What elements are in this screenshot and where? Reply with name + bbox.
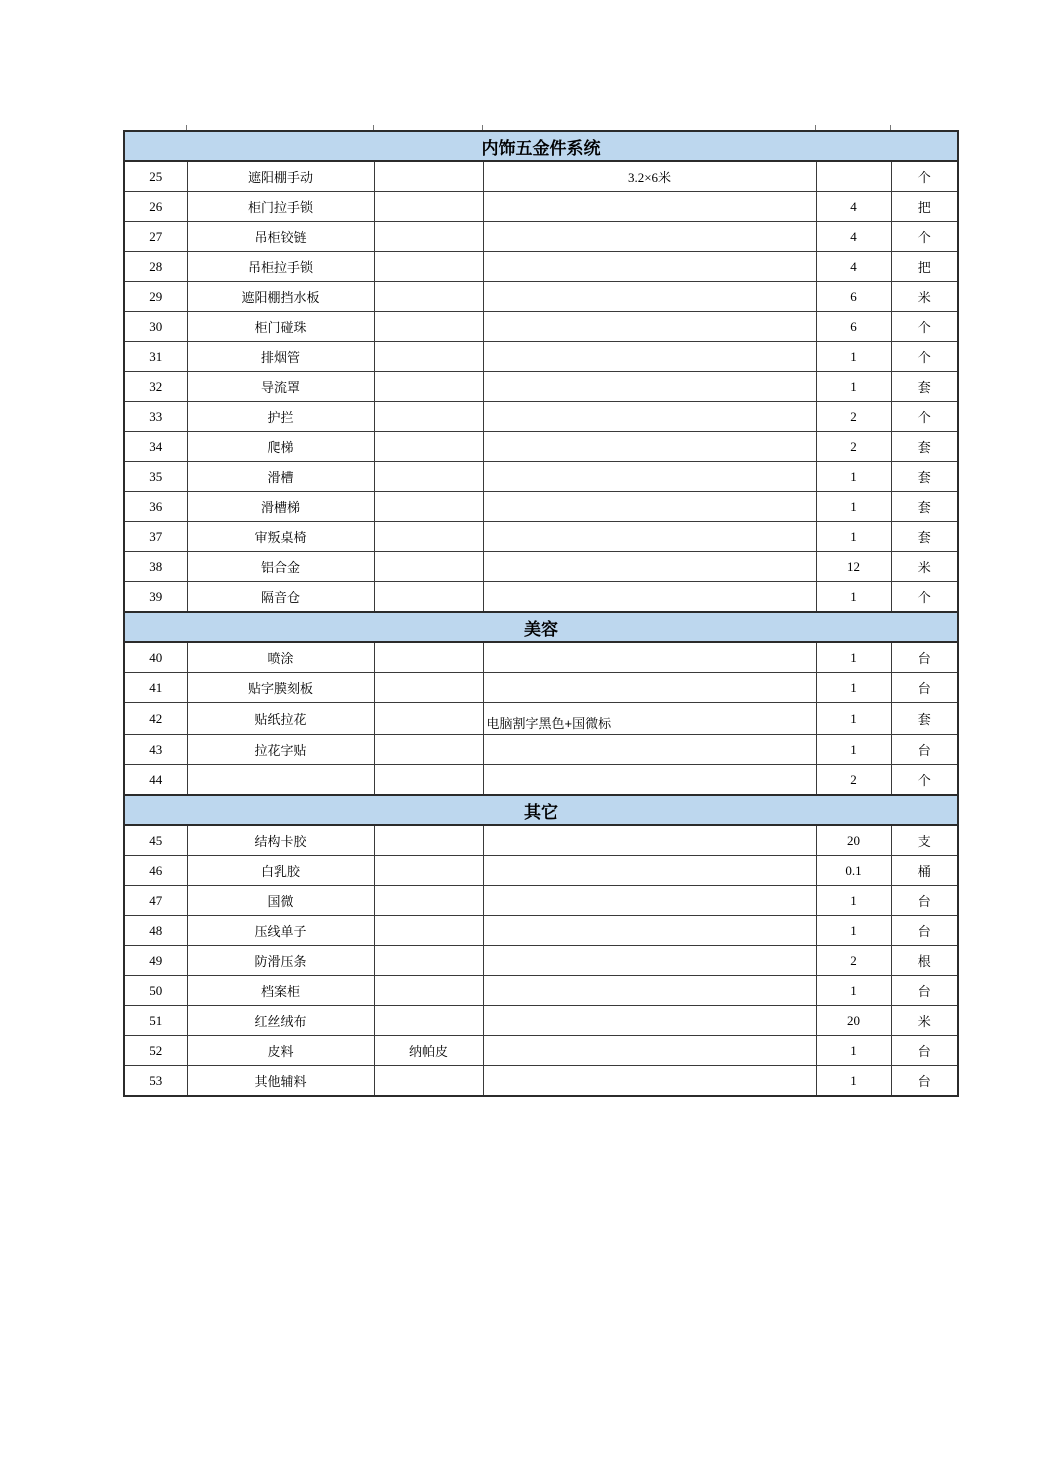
row-number-cell: 44 bbox=[124, 765, 187, 796]
section-header-row bbox=[124, 131, 958, 161]
table-row bbox=[124, 976, 958, 1006]
item-name-cell: 遮阳棚手动 bbox=[187, 161, 374, 192]
quantity-cell: 1 bbox=[816, 886, 891, 916]
note-cell bbox=[483, 462, 816, 492]
row-number-cell: 34 bbox=[124, 432, 187, 462]
section-header-row bbox=[124, 795, 958, 825]
row-number-cell: 30 bbox=[124, 312, 187, 342]
table-row bbox=[124, 1066, 958, 1097]
row-number-cell: 46 bbox=[124, 856, 187, 886]
table-row bbox=[124, 252, 958, 282]
row-number-cell: 45 bbox=[124, 825, 187, 856]
item-name-cell: 吊柜铰链 bbox=[187, 222, 374, 252]
unit-cell: 米 bbox=[891, 1006, 958, 1036]
row-number-cell: 51 bbox=[124, 1006, 187, 1036]
note-cell bbox=[483, 1006, 816, 1036]
item-name-cell: 柜门拉手锁 bbox=[187, 192, 374, 222]
table-row bbox=[124, 522, 958, 552]
unit-cell: 套 bbox=[891, 492, 958, 522]
row-number-cell: 50 bbox=[124, 976, 187, 1006]
table-row bbox=[124, 1006, 958, 1036]
table-row bbox=[124, 582, 958, 613]
unit-cell: 个 bbox=[891, 222, 958, 252]
unit-cell: 个 bbox=[891, 765, 958, 796]
spec-cell bbox=[374, 552, 483, 582]
quantity-cell: 1 bbox=[816, 462, 891, 492]
item-name-cell: 皮料 bbox=[187, 1036, 374, 1066]
table-row bbox=[124, 492, 958, 522]
note-cell bbox=[483, 976, 816, 1006]
quantity-cell: 1 bbox=[816, 916, 891, 946]
table-row bbox=[124, 642, 958, 673]
item-name-cell: 铝合金 bbox=[187, 552, 374, 582]
note-cell bbox=[483, 735, 816, 765]
table-row bbox=[124, 161, 958, 192]
note-cell bbox=[483, 916, 816, 946]
note-cell bbox=[483, 1066, 816, 1097]
unit-cell: 套 bbox=[891, 372, 958, 402]
note-cell bbox=[483, 222, 816, 252]
unit-cell: 台 bbox=[891, 1066, 958, 1097]
item-name-cell: 爬梯 bbox=[187, 432, 374, 462]
spec-cell bbox=[374, 462, 483, 492]
spec-cell bbox=[374, 673, 483, 703]
item-name-cell bbox=[187, 765, 374, 796]
quantity-cell: 1 bbox=[816, 492, 891, 522]
spec-cell bbox=[374, 1066, 483, 1097]
spec-cell bbox=[374, 252, 483, 282]
quantity-cell: 6 bbox=[816, 282, 891, 312]
item-name-cell: 贴字膜刻板 bbox=[187, 673, 374, 703]
spec-cell bbox=[374, 886, 483, 916]
section-header: 美容 bbox=[124, 612, 958, 642]
table-row bbox=[124, 886, 958, 916]
quantity-cell: 4 bbox=[816, 252, 891, 282]
unit-cell: 套 bbox=[891, 462, 958, 492]
item-name-cell: 结构卡胶 bbox=[187, 825, 374, 856]
spec-cell bbox=[374, 402, 483, 432]
quantity-cell: 6 bbox=[816, 312, 891, 342]
unit-cell: 套 bbox=[891, 703, 958, 735]
unit-cell: 个 bbox=[891, 161, 958, 192]
table-row bbox=[124, 462, 958, 492]
quantity-cell: 1 bbox=[816, 976, 891, 1006]
note-cell bbox=[483, 582, 816, 613]
row-number-cell: 27 bbox=[124, 222, 187, 252]
inventory-table bbox=[123, 130, 959, 1097]
item-name-cell: 其他辅料 bbox=[187, 1066, 374, 1097]
note-cell bbox=[483, 673, 816, 703]
unit-cell: 把 bbox=[891, 192, 958, 222]
note-cell bbox=[483, 642, 816, 673]
table-row bbox=[124, 222, 958, 252]
quantity-cell: 4 bbox=[816, 222, 891, 252]
row-number-cell: 25 bbox=[124, 161, 187, 192]
table-row bbox=[124, 916, 958, 946]
quantity-cell: 1 bbox=[816, 1036, 891, 1066]
note-cell: 电脑割字黑色+国微标 bbox=[483, 703, 816, 735]
table-row bbox=[124, 312, 958, 342]
note-cell bbox=[483, 282, 816, 312]
note-cell bbox=[483, 402, 816, 432]
table-row bbox=[124, 856, 958, 886]
row-number-cell: 41 bbox=[124, 673, 187, 703]
unit-cell: 套 bbox=[891, 432, 958, 462]
spec-cell bbox=[374, 582, 483, 613]
quantity-cell: 1 bbox=[816, 735, 891, 765]
table-row bbox=[124, 372, 958, 402]
quantity-cell: 1 bbox=[816, 703, 891, 735]
table-row bbox=[124, 735, 958, 765]
note-cell bbox=[483, 252, 816, 282]
quantity-cell: 2 bbox=[816, 765, 891, 796]
quantity-cell: 12 bbox=[816, 552, 891, 582]
item-name-cell: 护拦 bbox=[187, 402, 374, 432]
table-row bbox=[124, 402, 958, 432]
note-cell bbox=[483, 522, 816, 552]
table-row bbox=[124, 765, 958, 796]
quantity-cell: 2 bbox=[816, 432, 891, 462]
item-name-cell: 压线单子 bbox=[187, 916, 374, 946]
inventory-table-wrap bbox=[123, 130, 959, 1097]
spec-cell bbox=[374, 976, 483, 1006]
note-cell bbox=[483, 192, 816, 222]
cropped-row-border-tick bbox=[373, 125, 374, 130]
quantity-cell: 1 bbox=[816, 642, 891, 673]
note-cell bbox=[483, 492, 816, 522]
unit-cell: 台 bbox=[891, 1036, 958, 1066]
spec-cell bbox=[374, 372, 483, 402]
spec-cell bbox=[374, 192, 483, 222]
row-number-cell: 48 bbox=[124, 916, 187, 946]
unit-cell: 根 bbox=[891, 946, 958, 976]
unit-cell: 米 bbox=[891, 282, 958, 312]
item-name-cell: 隔音仓 bbox=[187, 582, 374, 613]
row-number-cell: 28 bbox=[124, 252, 187, 282]
unit-cell: 个 bbox=[891, 312, 958, 342]
spec-cell bbox=[374, 282, 483, 312]
spec-cell bbox=[374, 161, 483, 192]
spec-cell bbox=[374, 856, 483, 886]
table-row bbox=[124, 703, 958, 735]
quantity-cell: 1 bbox=[816, 1066, 891, 1097]
note-cell bbox=[483, 825, 816, 856]
spec-cell bbox=[374, 825, 483, 856]
table-row bbox=[124, 282, 958, 312]
quantity-cell bbox=[816, 161, 891, 192]
table-row bbox=[124, 342, 958, 372]
note-cell bbox=[483, 765, 816, 796]
note-cell bbox=[483, 946, 816, 976]
section-header: 其它 bbox=[124, 795, 958, 825]
row-number-cell: 33 bbox=[124, 402, 187, 432]
table-row bbox=[124, 432, 958, 462]
table-row bbox=[124, 673, 958, 703]
quantity-cell: 1 bbox=[816, 582, 891, 613]
spec-cell bbox=[374, 312, 483, 342]
item-name-cell: 吊柜拉手锁 bbox=[187, 252, 374, 282]
item-name-cell: 防滑压条 bbox=[187, 946, 374, 976]
table-row bbox=[124, 946, 958, 976]
spec-cell bbox=[374, 642, 483, 673]
row-number-cell: 39 bbox=[124, 582, 187, 613]
item-name-cell: 红丝绒布 bbox=[187, 1006, 374, 1036]
spec-cell bbox=[374, 492, 483, 522]
quantity-cell: 2 bbox=[816, 402, 891, 432]
spec-cell bbox=[374, 432, 483, 462]
quantity-cell: 1 bbox=[816, 673, 891, 703]
spec-cell bbox=[374, 522, 483, 552]
row-number-cell: 32 bbox=[124, 372, 187, 402]
section-header: 内饰五金件系统 bbox=[124, 131, 958, 161]
unit-cell: 把 bbox=[891, 252, 958, 282]
item-name-cell: 审叛桌椅 bbox=[187, 522, 374, 552]
unit-cell: 支 bbox=[891, 825, 958, 856]
item-name-cell: 喷涂 bbox=[187, 642, 374, 673]
spec-cell bbox=[374, 342, 483, 372]
item-name-cell: 滑槽梯 bbox=[187, 492, 374, 522]
row-number-cell: 47 bbox=[124, 886, 187, 916]
spec-cell bbox=[374, 222, 483, 252]
row-number-cell: 42 bbox=[124, 703, 187, 735]
quantity-cell: 1 bbox=[816, 522, 891, 552]
row-number-cell: 29 bbox=[124, 282, 187, 312]
spec-cell bbox=[374, 765, 483, 796]
unit-cell: 台 bbox=[891, 642, 958, 673]
note-cell bbox=[483, 432, 816, 462]
note-cell bbox=[483, 552, 816, 582]
note-cell bbox=[483, 1036, 816, 1066]
item-name-cell: 滑槽 bbox=[187, 462, 374, 492]
unit-cell: 个 bbox=[891, 342, 958, 372]
quantity-cell: 1 bbox=[816, 372, 891, 402]
item-name-cell: 白乳胶 bbox=[187, 856, 374, 886]
note-cell bbox=[483, 342, 816, 372]
cropped-row-border-tick bbox=[186, 125, 187, 130]
item-name-cell: 贴纸拉花 bbox=[187, 703, 374, 735]
row-number-cell: 43 bbox=[124, 735, 187, 765]
quantity-cell: 0.1 bbox=[816, 856, 891, 886]
item-name-cell: 国微 bbox=[187, 886, 374, 916]
spec-cell: 纳帕皮 bbox=[374, 1036, 483, 1066]
note-cell bbox=[483, 372, 816, 402]
quantity-cell: 1 bbox=[816, 342, 891, 372]
table-row bbox=[124, 192, 958, 222]
quantity-cell: 4 bbox=[816, 192, 891, 222]
item-name-cell: 导流罩 bbox=[187, 372, 374, 402]
unit-cell: 个 bbox=[891, 582, 958, 613]
row-number-cell: 38 bbox=[124, 552, 187, 582]
row-number-cell: 53 bbox=[124, 1066, 187, 1097]
cropped-row-border-tick bbox=[890, 125, 891, 130]
spec-cell bbox=[374, 703, 483, 735]
spec-cell bbox=[374, 946, 483, 976]
row-number-cell: 31 bbox=[124, 342, 187, 372]
row-number-cell: 35 bbox=[124, 462, 187, 492]
unit-cell: 桶 bbox=[891, 856, 958, 886]
row-number-cell: 36 bbox=[124, 492, 187, 522]
cropped-row-border-tick bbox=[815, 125, 816, 130]
item-name-cell: 拉花字贴 bbox=[187, 735, 374, 765]
spec-cell bbox=[374, 1006, 483, 1036]
row-number-cell: 49 bbox=[124, 946, 187, 976]
note-cell bbox=[483, 856, 816, 886]
unit-cell: 台 bbox=[891, 886, 958, 916]
unit-cell: 个 bbox=[891, 402, 958, 432]
note-cell bbox=[483, 886, 816, 916]
cropped-row-border-tick bbox=[482, 125, 483, 130]
note-cell: 3.2×6米 bbox=[483, 161, 816, 192]
table-row bbox=[124, 552, 958, 582]
note-cell bbox=[483, 312, 816, 342]
quantity-cell: 20 bbox=[816, 1006, 891, 1036]
item-name-cell: 档案柜 bbox=[187, 976, 374, 1006]
table-row bbox=[124, 825, 958, 856]
unit-cell: 台 bbox=[891, 976, 958, 1006]
row-number-cell: 37 bbox=[124, 522, 187, 552]
unit-cell: 米 bbox=[891, 552, 958, 582]
quantity-cell: 2 bbox=[816, 946, 891, 976]
item-name-cell: 遮阳棚挡水板 bbox=[187, 282, 374, 312]
row-number-cell: 26 bbox=[124, 192, 187, 222]
quantity-cell: 20 bbox=[816, 825, 891, 856]
section-header-row bbox=[124, 612, 958, 642]
unit-cell: 台 bbox=[891, 735, 958, 765]
table-row bbox=[124, 1036, 958, 1066]
row-number-cell: 40 bbox=[124, 642, 187, 673]
unit-cell: 台 bbox=[891, 673, 958, 703]
spec-cell bbox=[374, 735, 483, 765]
unit-cell: 台 bbox=[891, 916, 958, 946]
item-name-cell: 柜门碰珠 bbox=[187, 312, 374, 342]
item-name-cell: 排烟管 bbox=[187, 342, 374, 372]
spec-cell bbox=[374, 916, 483, 946]
row-number-cell: 52 bbox=[124, 1036, 187, 1066]
unit-cell: 套 bbox=[891, 522, 958, 552]
